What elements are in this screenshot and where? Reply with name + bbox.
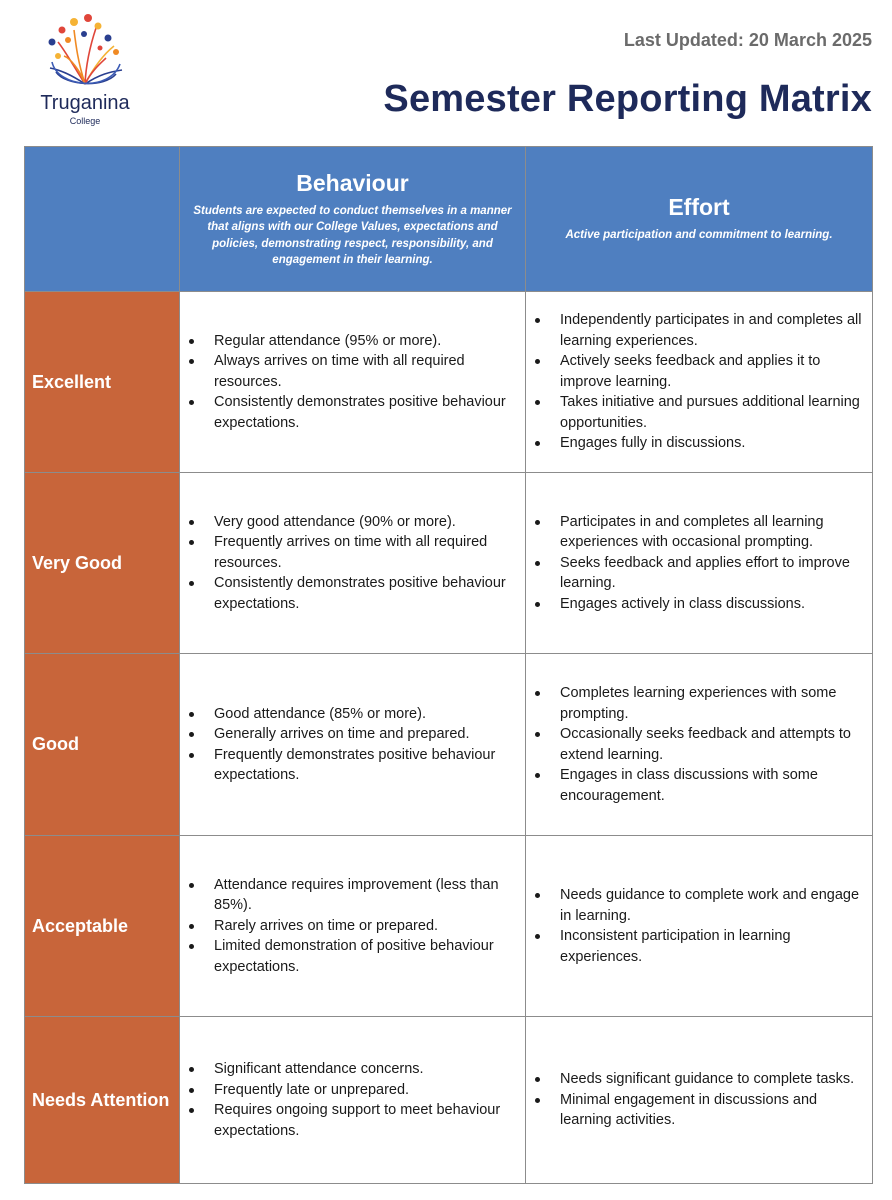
list-item: Engages actively in class discussions. xyxy=(560,594,864,615)
level-label: Good xyxy=(25,654,180,836)
effort-description: Active participation and commitment to learning. xyxy=(565,229,833,242)
table-row xyxy=(25,473,873,654)
table-header-row xyxy=(25,147,873,292)
list-item: Always arrives on time with all required resources. xyxy=(214,351,517,392)
last-updated: Last Updated: 20 March 2025 xyxy=(623,30,872,50)
behaviour-list xyxy=(180,331,525,434)
list-item: Frequently demonstrates positive behaviour expectations. xyxy=(214,745,517,786)
behaviour-list xyxy=(180,512,525,615)
list-item: Completes learning experiences with some prompting. xyxy=(560,683,864,724)
list-item: Participates in and completes all learning experiences with occasional prompting. xyxy=(560,512,864,553)
logo-name: Truganina xyxy=(40,92,130,114)
list-item: Needs significant guidance to complete tasks. xyxy=(560,1069,864,1090)
list-item: Consistently demonstrates positive behaviour expectations. xyxy=(214,573,517,614)
behaviour-cell xyxy=(180,836,526,1017)
list-item: Engages in class discussions with some encouragement. xyxy=(560,765,864,806)
list-item: Requires ongoing support to meet behaviour expectations. xyxy=(214,1100,517,1141)
college-logo xyxy=(30,12,140,124)
list-item: Frequently late or unprepared. xyxy=(214,1080,517,1101)
list-item: Limited demonstration of positive behaviour expectations. xyxy=(214,936,517,977)
list-item: Minimal engagement in discussions and learning activities. xyxy=(560,1090,864,1131)
level-label: Excellent xyxy=(25,292,180,473)
list-item: Regular attendance (95% or more). xyxy=(214,331,517,352)
effort-list xyxy=(526,885,872,967)
effort-title: Effort xyxy=(668,194,730,221)
reporting-matrix-table xyxy=(24,146,873,1184)
list-item: Takes initiative and pursues additional learning opportunities. xyxy=(560,392,864,433)
effort-list xyxy=(526,1069,872,1131)
behaviour-title: Behaviour xyxy=(296,170,409,197)
effort-cell xyxy=(526,1017,873,1184)
effort-cell xyxy=(526,292,873,473)
behaviour-cell xyxy=(180,654,526,836)
list-item: Inconsistent participation in learning experiences. xyxy=(560,926,864,967)
page-title: Semester Reporting Matrix xyxy=(383,78,872,120)
list-item: Occasionally seeks feedback and attempts to extend learning. xyxy=(560,724,864,765)
effort-list xyxy=(526,683,872,806)
level-label: Very Good xyxy=(25,473,180,654)
behaviour-list xyxy=(180,875,525,978)
behaviour-header-cell xyxy=(180,147,526,292)
list-item: Significant attendance concerns. xyxy=(214,1059,517,1080)
level-label: Needs Attention xyxy=(25,1017,180,1184)
header-corner-cell xyxy=(25,147,180,292)
list-item: Independently participates in and completes all learning experiences. xyxy=(560,310,864,351)
effort-cell xyxy=(526,836,873,1017)
effort-header-cell xyxy=(526,147,873,292)
list-item: Generally arrives on time and prepared. xyxy=(214,724,517,745)
list-item: Rarely arrives on time or prepared. xyxy=(214,916,517,937)
effort-cell xyxy=(526,654,873,836)
behaviour-cell xyxy=(180,1017,526,1184)
table-row xyxy=(25,292,873,473)
list-item: Very good attendance (90% or more). xyxy=(214,512,517,533)
behaviour-list xyxy=(180,704,525,786)
effort-cell xyxy=(526,473,873,654)
list-item: Consistently demonstrates positive behaviour expectations. xyxy=(214,392,517,433)
list-item: Actively seeks feedback and applies it to improve learning. xyxy=(560,351,864,392)
behaviour-cell xyxy=(180,473,526,654)
behaviour-list xyxy=(180,1059,525,1141)
level-label: Acceptable xyxy=(25,836,180,1017)
list-item: Seeks feedback and applies effort to improve learning. xyxy=(560,553,864,594)
behaviour-description: Students are expected to conduct themselves in a manner that aligns with our College Values, expectations and policies, demonstrating respect, responsibility, and engagement in their learning. xyxy=(193,205,512,266)
list-item: Needs guidance to complete work and engage in learning. xyxy=(560,885,864,926)
logo-subtitle: College xyxy=(69,116,101,126)
effort-list xyxy=(526,310,872,454)
list-item: Frequently arrives on time with all required resources. xyxy=(214,532,517,573)
table-row xyxy=(25,836,873,1017)
table-row xyxy=(25,654,873,836)
behaviour-cell xyxy=(180,292,526,473)
list-item: Good attendance (85% or more). xyxy=(214,704,517,725)
table-row xyxy=(25,1017,873,1184)
list-item: Engages fully in discussions. xyxy=(560,433,864,454)
page-header xyxy=(0,0,892,146)
effort-list xyxy=(526,512,872,615)
list-item: Attendance requires improvement (less than 85%). xyxy=(214,875,517,916)
logo-burst-icon xyxy=(44,12,126,92)
